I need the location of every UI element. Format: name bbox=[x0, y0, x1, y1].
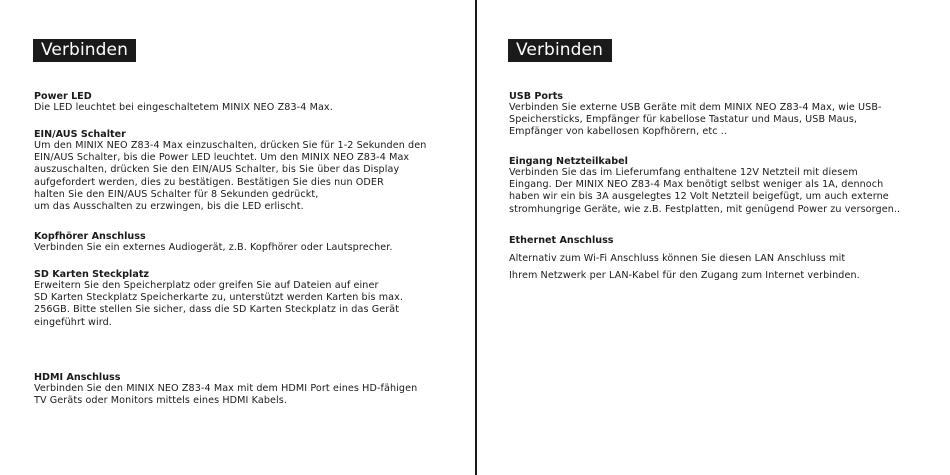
section-heading: EIN/AUS Schalter bbox=[34, 129, 126, 140]
section-usb-ports bbox=[509, 91, 882, 139]
body-line: Verbinden Sie ein externes Audiogerät, z.B. Kopfhörer oder Lautsprecher. bbox=[34, 242, 393, 253]
page-title: Verbinden bbox=[508, 39, 612, 62]
section-heading: HDMI Anschluss bbox=[34, 372, 121, 383]
page-title: Verbinden bbox=[33, 39, 136, 62]
body-line: Verbinden Sie das im Lieferumfang enthaltene 12V Netzteil mit diesem bbox=[509, 167, 858, 178]
body-line: Verbinden Sie externe USB Geräte mit dem MINIX NEO Z83-4 Max, wie USB- bbox=[509, 102, 882, 113]
body-line: Ihrem Netzwerk per LAN-Kabel für den Zugang zum Internet verbinden. bbox=[509, 270, 860, 281]
body-line: Erweitern Sie den Speicherplatz oder greifen Sie auf Dateien auf einer bbox=[34, 280, 379, 291]
body-line: Alternativ zum Wi-Fi Anschluss können Sie diesen LAN Anschluss mit bbox=[509, 253, 846, 264]
body-line: Um den MINIX NEO Z83-4 Max einzuschalten, drücken Sie für 1-2 Sekunden den bbox=[34, 140, 427, 151]
section-sd-karten-steckplatz bbox=[34, 269, 403, 329]
body-line: Die LED leuchtet bei eingeschaltetem MINIX NEO Z83-4 Max. bbox=[34, 102, 333, 113]
section-kopfhoerer-anschluss bbox=[34, 231, 393, 254]
body-line: stromhungrige Geräte, wie z.B. Festplatten, mit genügend Power zu versorgen.. bbox=[509, 203, 901, 215]
section-ethernet-anschluss bbox=[509, 235, 860, 284]
body-line: aufgefordert werden, dies zu bestätigen. Bestätigen Sie dies nun ODER bbox=[34, 176, 384, 188]
body-line: Empfänger von kabellosen Kopfhörern, etc .. bbox=[509, 126, 728, 138]
section-eingang-netzteilkabel bbox=[509, 156, 900, 216]
body-line: EIN/AUS Schalter, bis die Power LED leuchtet. Um den MINIX NEO Z83-4 Max bbox=[34, 152, 410, 164]
section-heading: USB Ports bbox=[509, 91, 564, 102]
body-line: haben wir ein bis 3A ausgelegtes 12 Volt Netzteil beigefügt, um auch externe bbox=[509, 191, 889, 203]
right-page bbox=[477, 0, 950, 475]
body-line: auszuschalten, drücken Sie den EIN/AUS Schalter, bis Sie über das Display bbox=[34, 164, 400, 176]
body-line: SD Karten Steckplatz Speicherkarte zu, unterstützt werden Karten bis max. bbox=[34, 292, 404, 304]
body-line: 256GB. Bitte stellen Sie sicher, dass die SD Karten Steckplatz in das Gerät bbox=[34, 304, 400, 316]
body-line: Eingang. Der MINIX NEO Z83-4 Max benötigt selbst weniger als 1A, dennoch bbox=[509, 179, 884, 191]
section-heading: Eingang Netzteilkabel bbox=[509, 156, 628, 167]
section-ein-aus-schalter bbox=[34, 129, 426, 213]
section-heading: Power LED bbox=[34, 91, 92, 102]
section-heading: Ethernet Anschluss bbox=[509, 235, 614, 246]
body-line: um das Ausschalten zu erzwingen, bis die LED erlischt. bbox=[34, 201, 304, 213]
body-line: Speichersticks, Empfänger für kabellose Tastatur und Maus, USB Maus, bbox=[509, 114, 858, 126]
section-power-led bbox=[34, 91, 333, 114]
section-heading: Kopfhörer Anschluss bbox=[34, 231, 146, 242]
body-line: TV Geräts oder Monitors mittels eines HDMI Kabels. bbox=[34, 395, 288, 407]
body-line: Verbinden Sie den MINIX NEO Z83-4 Max mit dem HDMI Port eines HD-fähigen bbox=[34, 383, 418, 394]
section-heading: SD Karten Steckplatz bbox=[34, 269, 149, 280]
body-line: halten Sie den EIN/AUS Schalter für 8 Sekunden gedrückt, bbox=[34, 188, 319, 200]
body-line: eingeführt wird. bbox=[34, 316, 112, 328]
section-hdmi-anschluss bbox=[34, 372, 417, 407]
